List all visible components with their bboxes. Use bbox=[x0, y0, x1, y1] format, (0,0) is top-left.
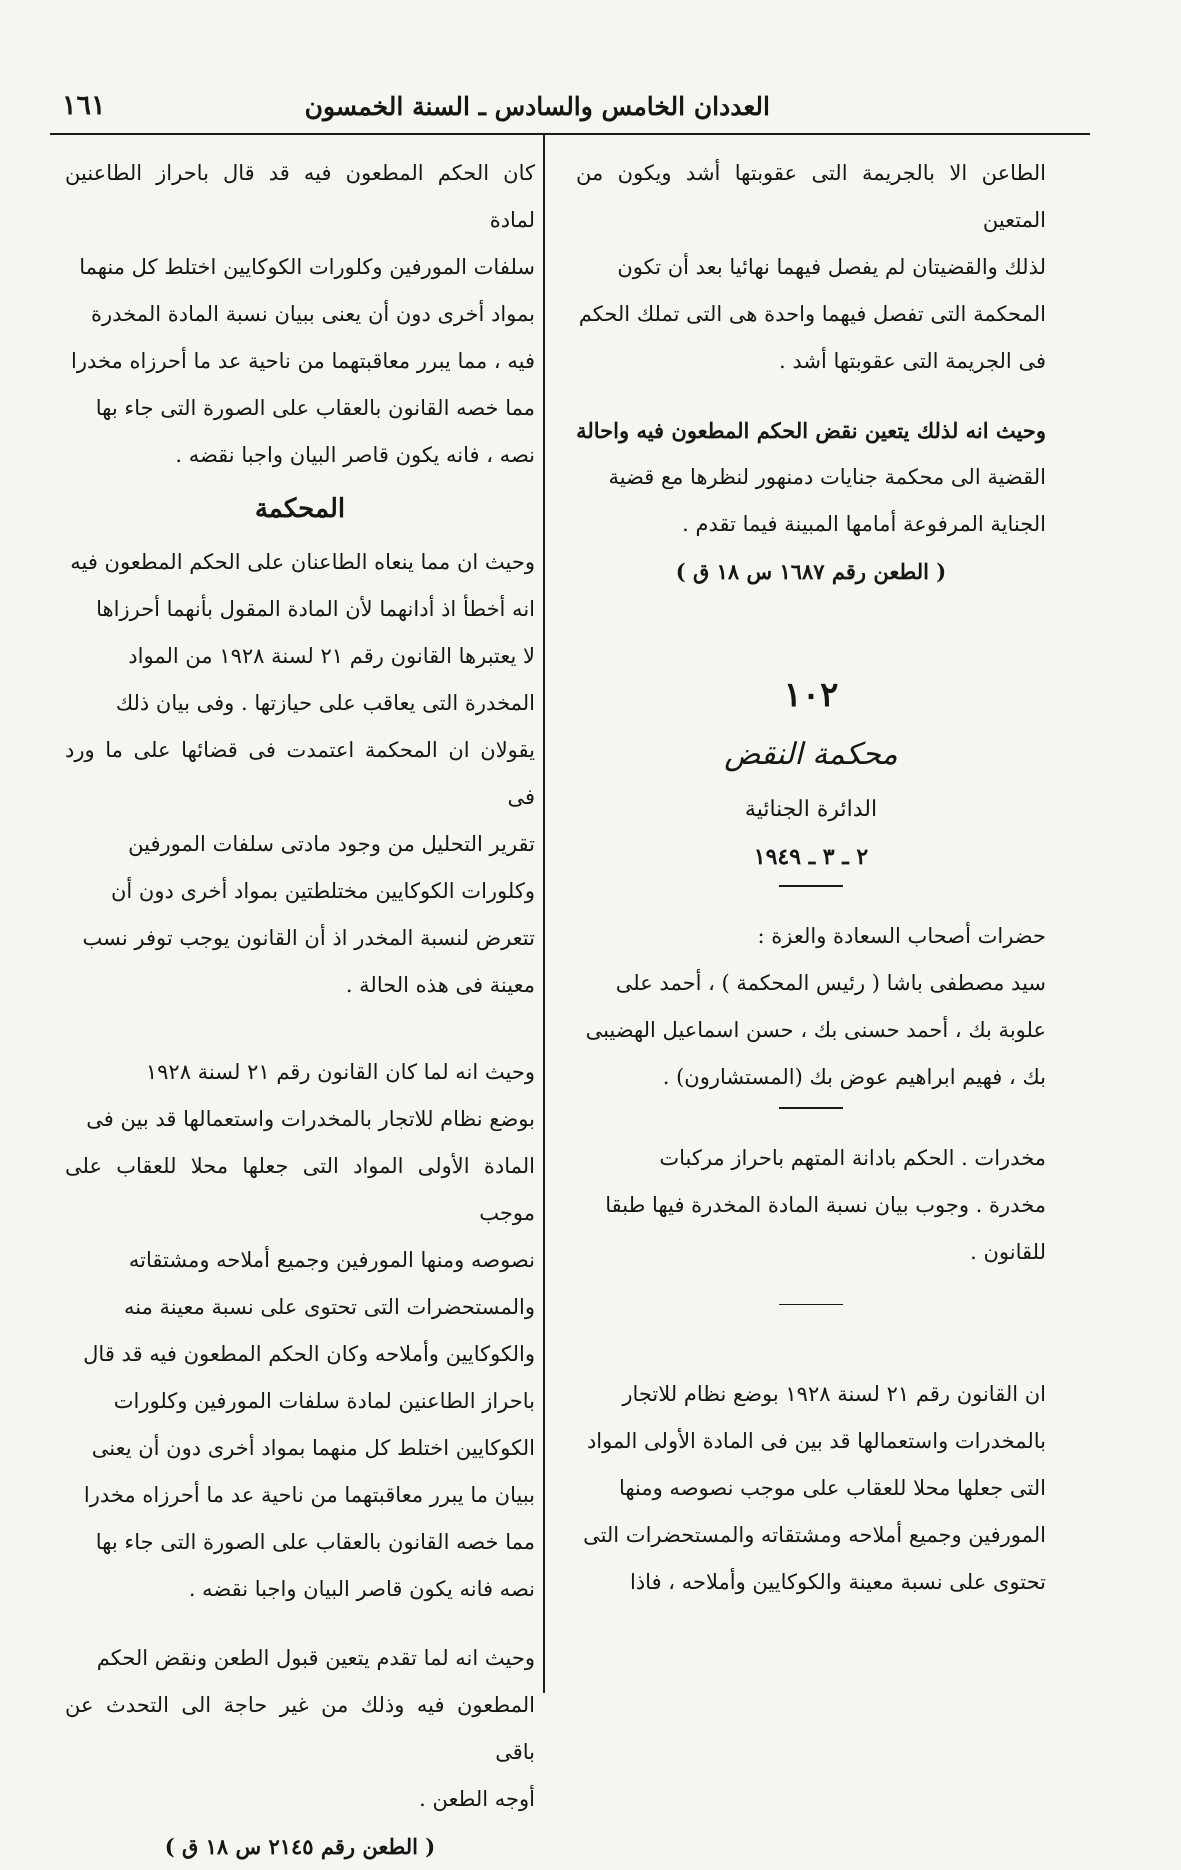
text-line: معينة فى هذه الحالة . bbox=[345, 973, 535, 997]
judges-list bbox=[576, 913, 1046, 1101]
text-line: بمواد أخرى دون أن يعنى ببيان نسبة المادة المخدرة bbox=[91, 302, 535, 326]
court-name: محكمة النقض bbox=[724, 737, 898, 772]
page-header bbox=[40, 84, 1110, 134]
text-line: نصوصه ومنها المورفين وجميع أملاحه ومشتقاته bbox=[128, 1248, 535, 1272]
text-line: مما خصه القانون بالعقاب على الصورة التى جاء بها bbox=[95, 396, 535, 420]
page-number: ١٦١ bbox=[62, 90, 106, 121]
separator-rule bbox=[779, 885, 843, 887]
text-line: بالمخدرات واستعمالها قد بين فى المادة الأولى المواد bbox=[586, 1429, 1046, 1453]
text-line: فيه ، مما يبرر معاقبتهما من ناحية عد ما أحرزاه مخدرا bbox=[70, 349, 535, 373]
text-line: والمستحضرات التى تحتوى على نسبة معينة منه bbox=[123, 1295, 535, 1319]
text-line: لا يعتبرها القانون رقم ٢١ لسنة ١٩٢٨ من المواد bbox=[128, 644, 535, 668]
text-line: وحيث ان مما ينعاه الطاعنان على الحكم المطعون فيه bbox=[70, 550, 535, 574]
text-line: وحيث انه لذلك يتعين نقض الحكم المطعون فيه واحالة bbox=[576, 418, 1046, 443]
text-line: سلفات المورفين وكلورات الكوكايين اختلط كل منهما bbox=[79, 255, 535, 279]
text-line: سيد مصطفى باشا ( رئيس المحكمة ) ، أحمد على bbox=[615, 971, 1046, 995]
paragraph-conclusion bbox=[576, 150, 1046, 385]
text-line: والكوكايين وأملاحه وكان الحكم المطعون فيه قد قال bbox=[83, 1342, 535, 1366]
right-column bbox=[576, 150, 1046, 1606]
text-line: نصه فانه يكون قاصر البيان واجبا نقضه . bbox=[188, 1577, 535, 1601]
case-number: ١٠٢ bbox=[783, 675, 839, 715]
paragraph-reasoning bbox=[65, 1049, 535, 1613]
text-line: تحتوى على نسبة معينة والكوكايين وأملاحه ، فاذا bbox=[629, 1570, 1046, 1594]
text-line: يقولان ان المحكمة اعتمدت فى قضائها على ما ورد فى bbox=[65, 738, 535, 809]
text-line: ان القانون رقم ٢١ لسنة ١٩٢٨ بوضع نظام للاتجار bbox=[622, 1382, 1046, 1406]
headnote-summary bbox=[576, 1135, 1046, 1276]
text-line: أوجه الطعن . bbox=[419, 1787, 535, 1811]
separator-rule bbox=[779, 1304, 843, 1305]
text-line: الجناية المرفوعة أمامها المبينة فيما تقدم . bbox=[682, 512, 1046, 536]
text-line: الكوكايين اختلط كل منهما بمواد أخرى دون أن يعنى bbox=[91, 1436, 535, 1460]
text-line: تقرير التحليل من وجود مادتى سلفات المورفين bbox=[128, 832, 535, 856]
text-line: باحراز الطاعنين لمادة سلفات المورفين وكلورات bbox=[113, 1389, 535, 1413]
text-line: مخدرات . الحكم بادانة المتهم باحراز مركبات bbox=[659, 1146, 1046, 1170]
paragraph-decision bbox=[65, 1635, 535, 1823]
text-line: وحيث انه لما كان القانون رقم ٢١ لسنة ١٩٢٨ bbox=[145, 1060, 535, 1084]
paragraph-ruling bbox=[576, 407, 1046, 548]
text-line: فى الجريمة التى عقوبتها أشد . bbox=[778, 349, 1046, 373]
text-line: مما خصه القانون بالعقاب على الصورة التى جاء بها bbox=[95, 1530, 535, 1554]
paragraph-principle-cont bbox=[65, 150, 535, 479]
left-column bbox=[65, 150, 535, 1870]
text-line: ببيان ما يبرر معاقبتهما من ناحية عد ما أحرزاه مخدرا bbox=[83, 1483, 535, 1507]
column-divider bbox=[543, 133, 545, 1693]
text-line: القضية الى محكمة جنايات دمنهور لنظرها مع قضية bbox=[608, 465, 1046, 489]
separator-rule bbox=[779, 1107, 843, 1109]
ruling-date: ٢ ـ ٣ ـ ١٩٤٩ bbox=[753, 844, 869, 870]
text-line: علوبة بك ، أحمد حسنى بك ، حسن اسماعيل الهضيبى bbox=[585, 1018, 1046, 1042]
text-line: بوضع نظام للاتجار بالمخدرات واستعمالها قد بين فى bbox=[86, 1107, 535, 1131]
text-line: وكلورات الكوكايين مختلطتين بمواد أخرى دون أن bbox=[111, 879, 535, 903]
text-line: المادة الأولى المواد التى جعلها محلا للعقاب على موجب bbox=[65, 1154, 535, 1225]
text-line: حضرات أصحاب السعادة والعزة : bbox=[757, 924, 1046, 948]
circuit-name: الدائرة الجنائية bbox=[744, 797, 878, 822]
case-citation: ( الطعن رقم ٢١٤٥ س ١٨ ق ) bbox=[164, 1834, 436, 1859]
text-line: تتعرض لنسبة المخدر اذ أن القانون يوجب توفر نسب bbox=[82, 926, 535, 950]
text-line: التى جعلها محلا للعقاب على موجب نصوصه ومنها bbox=[618, 1476, 1046, 1500]
journal-title: العددان الخامس والسادس ـ السنة الخمسون bbox=[304, 92, 770, 121]
section-heading: المحكمة bbox=[254, 494, 346, 524]
case-citation: ( الطعن رقم ١٦٨٧ س ١٨ ق ) bbox=[675, 559, 947, 584]
text-line: المحكمة التى تفصل فيهما واحدة هى التى تملك الحكم bbox=[578, 302, 1046, 326]
text-line: نصه ، فانه يكون قاصر البيان واجبا نقضه . bbox=[175, 443, 535, 467]
text-line: بك ، فهيم ابراهيم عوض بك (المستشارون) . bbox=[662, 1065, 1046, 1089]
text-line: المخدرة التى يعاقب على حيازتها . وفى بيان ذلك bbox=[115, 691, 535, 715]
text-line: لذلك والقضيتان لم يفصل فيهما نهائيا بعد أن تكون bbox=[617, 255, 1046, 279]
text-line: المطعون فيه وذلك من غير حاجة الى التحدث عن باقى bbox=[65, 1693, 535, 1764]
text-line: للقانون . bbox=[970, 1240, 1046, 1264]
text-line: وحيث انه لما تقدم يتعين قبول الطعن ونقض الحكم bbox=[96, 1646, 535, 1670]
text-line: انه أخطأ اذ أدانهما لأن المادة المقول بأنهما أحرزاها bbox=[96, 597, 535, 621]
text-line: الطاعن الا بالجريمة التى عقوبتها أشد ويكون من المتعين bbox=[576, 161, 1046, 232]
text-line: كان الحكم المطعون فيه قد قال باحراز الطاعنين لمادة bbox=[65, 161, 535, 232]
paragraph-appeal-grounds bbox=[65, 539, 535, 1009]
text-line: المورفين وجميع أملاحه ومشتقاته والمستحضرات التى bbox=[583, 1523, 1046, 1547]
header-rule bbox=[50, 133, 1090, 135]
legal-principle bbox=[576, 1371, 1046, 1606]
text-line: مخدرة . وجوب بيان نسبة المادة المخدرة فيها طبقا bbox=[605, 1193, 1046, 1217]
